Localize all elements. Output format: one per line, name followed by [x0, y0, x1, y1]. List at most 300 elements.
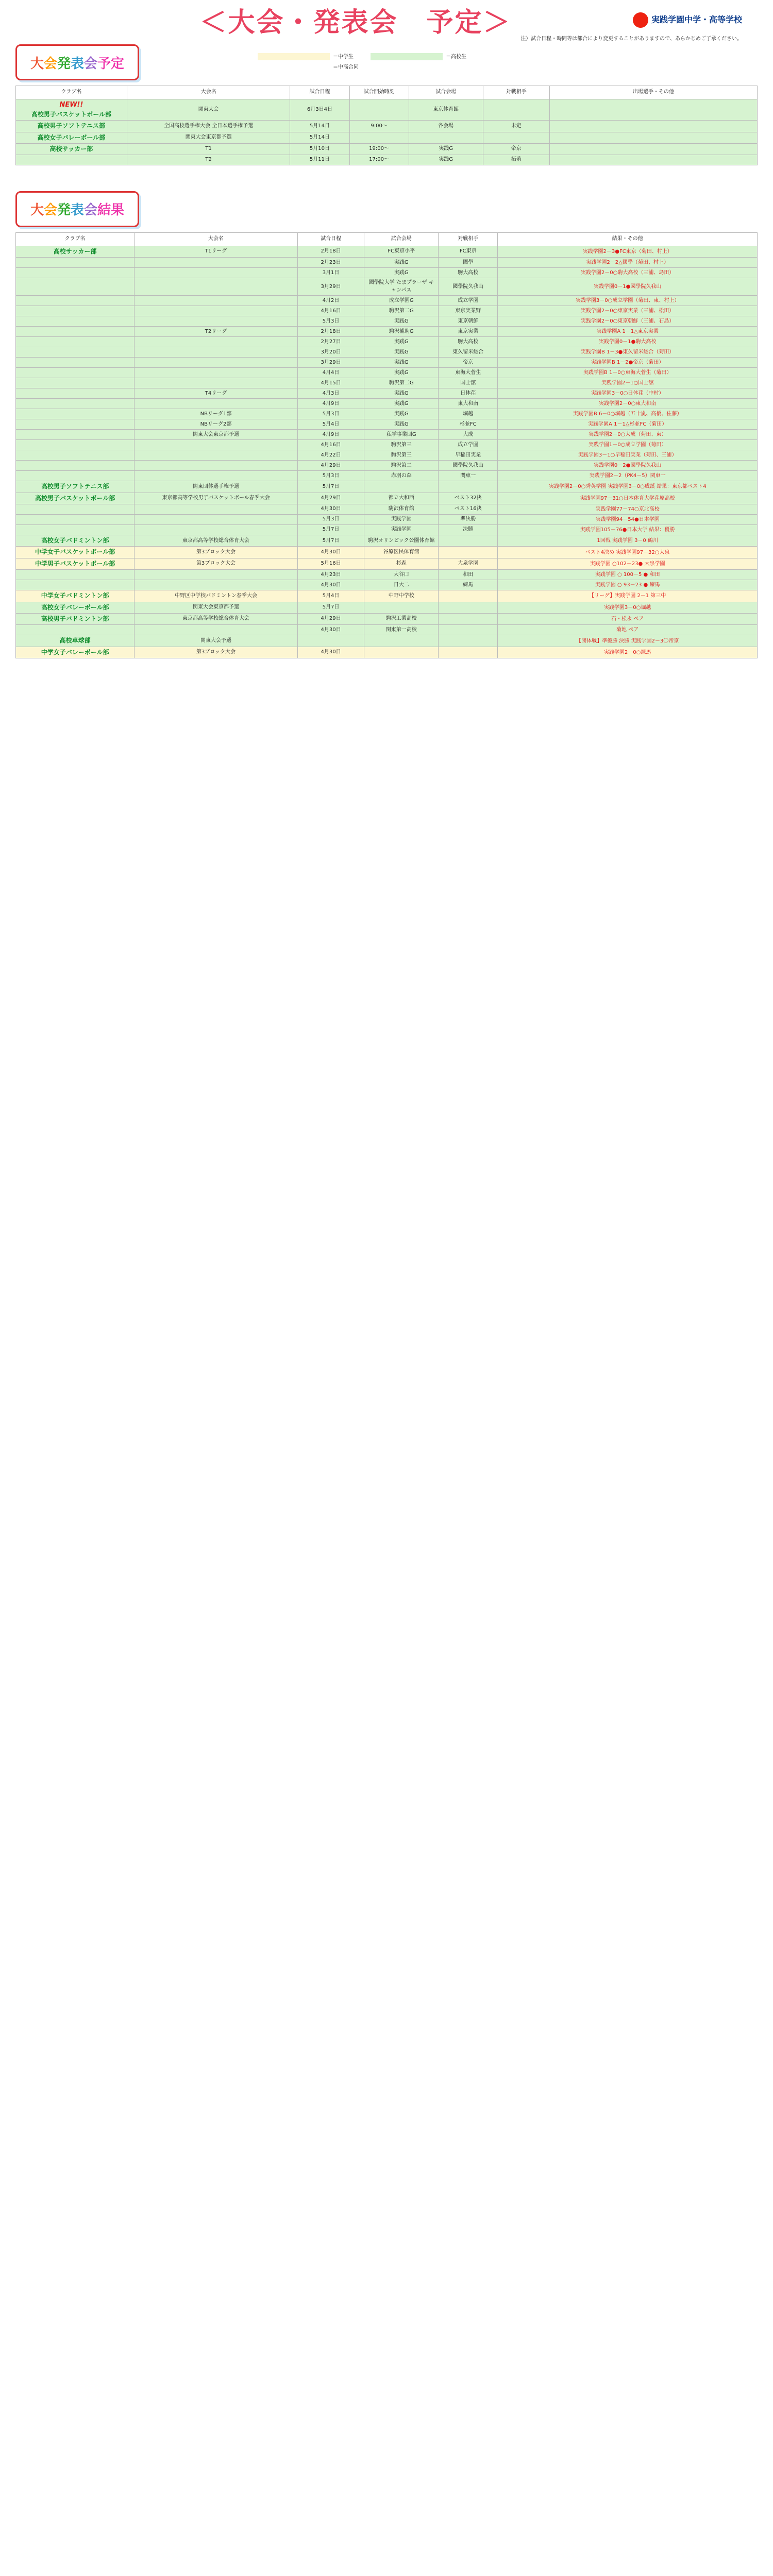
result-row — [16, 399, 758, 409]
schedule-table — [15, 86, 758, 165]
club-name — [16, 515, 135, 525]
club-name — [16, 327, 135, 337]
event-note — [550, 155, 758, 165]
event-venue: 実践G — [364, 409, 439, 419]
result-row — [16, 525, 758, 535]
event-venue: 都立大和西 — [364, 493, 439, 504]
event-name: 中野区中学校バドミントン春季大会 — [135, 590, 298, 602]
event-name — [135, 525, 298, 535]
club-name — [16, 399, 135, 409]
opponent: 國學院久我山 — [439, 461, 498, 471]
result-row — [16, 388, 758, 399]
result-row — [16, 327, 758, 337]
schedule-banner: 大 会 発 表 会 予定 — [15, 44, 139, 80]
club-name: 高校男子バスケットボール部 — [16, 493, 135, 504]
club-name — [16, 409, 135, 419]
club-name — [16, 306, 135, 316]
event-date: 5月3日 — [297, 471, 364, 481]
school-logo-icon — [633, 12, 648, 28]
club-name: 中学女子バレーボール部 — [16, 647, 135, 658]
event-name — [135, 258, 298, 268]
event-venue: 駒沢第二G — [364, 378, 439, 388]
event-name — [135, 515, 298, 525]
event-date: 3月20日 — [297, 347, 364, 358]
event-venue — [364, 635, 439, 647]
schedule-header-row: クラブ名 大会名 試合日程 試合開始時刻 試合会場 対戦相手 出場選手・その他 — [16, 86, 758, 99]
opponent — [483, 99, 550, 121]
opponent: 関東一 — [439, 471, 498, 481]
opponent: 東大和南 — [439, 399, 498, 409]
result-row — [16, 625, 758, 635]
club-name — [16, 347, 135, 358]
club-name: 高校女子バドミントン部 — [16, 535, 135, 547]
opponent: 大泉学園 — [439, 558, 498, 569]
opponent: 駒大高校 — [439, 268, 498, 278]
event-date: 4月9日 — [297, 399, 364, 409]
event-venue: 実践G — [364, 419, 439, 430]
event-name — [135, 570, 298, 580]
club-name: 高校男子ソフトテニス部 — [16, 481, 135, 493]
result-row — [16, 481, 758, 493]
event-name — [135, 399, 298, 409]
result-text: 実践学園3－1○早稲田実業（菊田、三浦） — [498, 450, 758, 461]
event-date: 4月29日 — [297, 493, 364, 504]
result-text: 実践学園2－2（PK4－5）関東一 — [498, 471, 758, 481]
event-venue: 実践G — [364, 368, 439, 378]
result-row — [16, 409, 758, 419]
result-text: 実践学園105－76●日本大学 結果：優勝 — [498, 525, 758, 535]
club-name: 中学女子バスケットボール部 — [16, 547, 135, 558]
opponent: 和田 — [439, 570, 498, 580]
event-date — [297, 635, 364, 647]
event-date: 5月14日 — [290, 121, 349, 132]
event-name: 関東団体選手権予選 — [135, 481, 298, 493]
legend-both: ＝中高合同 — [333, 64, 359, 70]
club-name — [16, 625, 135, 635]
page-title: ＜大会・発表会 予定＞ — [199, 7, 512, 38]
event-date: 6月3日4日 — [290, 99, 349, 121]
schedule-row — [16, 99, 758, 121]
club-name — [16, 461, 135, 471]
event-venue: 実践G — [364, 337, 439, 347]
result-text: 実践学園94－54●日本学園 — [498, 515, 758, 525]
event-venue: 駒沢第三 — [364, 440, 439, 450]
event-date: 4月30日 — [297, 625, 364, 635]
event-date: 4月22日 — [297, 450, 364, 461]
event-venue: 実践G — [364, 358, 439, 368]
event-name — [135, 440, 298, 450]
result-text: 実践学園0－2●國學院久我山 — [498, 461, 758, 471]
club-name — [16, 337, 135, 347]
event-venue: 日大二 — [364, 580, 439, 590]
result-text: 実践学園97－31○日本体育大学荏原高校 — [498, 493, 758, 504]
event-venue: 実践学園 — [364, 525, 439, 535]
schedule-row — [16, 144, 758, 155]
result-text: 実践学園3－0○成立学園（菊田、東、村上） — [498, 296, 758, 306]
event-note — [550, 99, 758, 121]
event-date: 3月29日 — [297, 358, 364, 368]
event-name: 関東大会 — [127, 99, 290, 121]
event-venue: 谷原区民体育館 — [364, 547, 439, 558]
event-venue: 成立学園G — [364, 296, 439, 306]
event-name: 関東大会東京都予選 — [135, 602, 298, 613]
event-date: 4月30日 — [297, 647, 364, 658]
event-name — [135, 268, 298, 278]
school-name: 実践学園中学・高等学校 — [633, 12, 742, 28]
opponent: 日体荏 — [439, 388, 498, 399]
opponent: 東久留米総合 — [439, 347, 498, 358]
club-name — [16, 419, 135, 430]
event-venue: 実践G — [364, 388, 439, 399]
club-name — [16, 378, 135, 388]
result-row — [16, 461, 758, 471]
event-date: 5月3日 — [297, 409, 364, 419]
event-name — [135, 504, 298, 515]
event-note — [550, 121, 758, 132]
result-row — [16, 635, 758, 647]
event-name: 関東大会東京都予選 — [135, 430, 298, 440]
event-name: 第3ブロック大会 — [135, 558, 298, 569]
event-venue: 駒沢工業高校 — [364, 614, 439, 625]
event-date: 4月4日 — [297, 368, 364, 378]
event-date: 5月7日 — [297, 481, 364, 493]
club-name: 中学男子バスケットボール部 — [16, 558, 135, 569]
club-name: 高校女子バレーボール部 — [16, 602, 135, 613]
event-date: 5月7日 — [297, 525, 364, 535]
event-venue: 実践学園 — [364, 515, 439, 525]
event-name — [135, 296, 298, 306]
event-name — [135, 580, 298, 590]
opponent: FC東京 — [439, 246, 498, 257]
club-name: 高校サッカー部 — [16, 246, 135, 257]
opponent: 準決勝 — [439, 515, 498, 525]
event-date: 4月3日 — [297, 388, 364, 399]
opponent: 東京朝鮮 — [439, 316, 498, 327]
opponent: 駒大高校 — [439, 337, 498, 347]
event-date: 5月11日 — [290, 155, 349, 165]
opponent: 大成 — [439, 430, 498, 440]
result-row — [16, 430, 758, 440]
event-date: 4月30日 — [297, 504, 364, 515]
club-name — [16, 316, 135, 327]
event-venue: 駒沢オリンピック公園体育館 — [364, 535, 439, 547]
club-name — [16, 388, 135, 399]
event-time — [349, 132, 409, 143]
event-venue: 実践G — [364, 268, 439, 278]
opponent: ベスト16決 — [439, 504, 498, 515]
event-venue: 國學院大学 たまプラーザ キャンパス — [364, 278, 439, 296]
result-text: 実践学園B 1－2●帝京（菊田） — [498, 358, 758, 368]
event-date: 5月16日 — [297, 558, 364, 569]
opponent: 杉並FC — [439, 419, 498, 430]
opponent: 帝京 — [439, 358, 498, 368]
schedule-header — [15, 39, 758, 86]
event-date: 3月29日 — [297, 278, 364, 296]
club-name — [16, 580, 135, 590]
event-venue: 杉森 — [364, 558, 439, 569]
event-name — [135, 378, 298, 388]
opponent: 成立学園 — [439, 296, 498, 306]
event-date: 4月15日 — [297, 378, 364, 388]
event-name: 第3ブロック大会 — [135, 547, 298, 558]
result-row — [16, 450, 758, 461]
result-row — [16, 471, 758, 481]
result-row — [16, 515, 758, 525]
schedule-row — [16, 132, 758, 143]
club-name — [16, 525, 135, 535]
result-text: 実践学園B 1－0○東海大菅生（菊田） — [498, 368, 758, 378]
club-name — [16, 570, 135, 580]
disclaimer-note: 注）試合日程・時間等は都合により変更することがありますので、あらかじめご了承ください。 — [520, 36, 742, 42]
result-text: 石・松永 ペア — [498, 614, 758, 625]
event-time: 19:00～ — [349, 144, 409, 155]
event-date: 4月23日 — [297, 570, 364, 580]
club-name — [16, 296, 135, 306]
event-date: 4月9日 — [297, 430, 364, 440]
event-name: NBリーグ1部 — [135, 409, 298, 419]
event-venue: FC東京小平 — [364, 246, 439, 257]
result-text: 実践学園3－0○日体荏（中村） — [498, 388, 758, 399]
result-text: 実践学園2－3●FC東京（菊田、村上） — [498, 246, 758, 257]
result-row — [16, 347, 758, 358]
event-venue — [409, 132, 483, 143]
result-text: 実践学園1－0○成立学園（菊田） — [498, 440, 758, 450]
event-venue: 実践G — [364, 347, 439, 358]
club-name: NEW!! 高校男子バスケットボール部 — [16, 99, 127, 121]
event-name — [135, 461, 298, 471]
legend-jh: ＝中学生 — [333, 54, 354, 60]
result-row — [16, 337, 758, 347]
result-text: ベスト4決め 実践学園97－32○大泉 — [498, 547, 758, 558]
opponent — [483, 132, 550, 143]
event-venue: 東京体育館 — [409, 99, 483, 121]
event-venue: 各会場 — [409, 121, 483, 132]
result-row — [16, 647, 758, 658]
result-text: 実践学園B 6－0○堀越（五十嵐、高橋、佐藤） — [498, 409, 758, 419]
event-date: 4月29日 — [297, 461, 364, 471]
event-name: 東京都高等学校総合体育大会 — [135, 614, 298, 625]
event-name — [135, 368, 298, 378]
event-date: 2月18日 — [297, 246, 364, 257]
opponent: 早稲田実業 — [439, 450, 498, 461]
legend-hs: ＝高校生 — [446, 54, 467, 60]
club-name — [16, 358, 135, 368]
result-text: 実践学園 ○ 93－23 ● 練馬 — [498, 580, 758, 590]
event-date: 4月16日 — [297, 440, 364, 450]
event-date: 4月30日 — [297, 580, 364, 590]
result-row — [16, 590, 758, 602]
result-row — [16, 258, 758, 268]
result-row — [16, 504, 758, 515]
event-note — [550, 132, 758, 143]
event-date: 2月18日 — [297, 327, 364, 337]
result-row — [16, 493, 758, 504]
club-name — [16, 258, 135, 268]
result-text: 実践学園2－0○東京朝鮮（三浦、石島） — [498, 316, 758, 327]
event-name — [135, 625, 298, 635]
event-name: 第3ブロック大会 — [135, 647, 298, 658]
event-venue: 大谷口 — [364, 570, 439, 580]
event-venue — [364, 647, 439, 658]
result-row — [16, 580, 758, 590]
result-row — [16, 547, 758, 558]
opponent — [439, 625, 498, 635]
result-text: 実践学園2－0○大成（菊田、東） — [498, 430, 758, 440]
event-name: T4リーグ — [135, 388, 298, 399]
result-row — [16, 296, 758, 306]
result-row — [16, 368, 758, 378]
club-name — [16, 440, 135, 450]
event-date: 5月14日 — [290, 132, 349, 143]
club-name: 中学女子バドミントン部 — [16, 590, 135, 602]
event-name — [135, 347, 298, 358]
event-name: T1 — [127, 144, 290, 155]
result-row — [16, 268, 758, 278]
opponent — [439, 602, 498, 613]
schedule-row — [16, 155, 758, 165]
event-date: 4月2日 — [297, 296, 364, 306]
event-time — [349, 99, 409, 121]
event-name — [135, 306, 298, 316]
opponent: 練馬 — [439, 580, 498, 590]
result-row — [16, 278, 758, 296]
opponent: 成立学園 — [439, 440, 498, 450]
event-venue: 関東第一高校 — [364, 625, 439, 635]
club-name — [16, 155, 127, 165]
result-text: 実践学園2－0○練馬 — [498, 647, 758, 658]
event-name: T1リーグ — [135, 246, 298, 257]
result-text: 実践学園3－0○堀越 — [498, 602, 758, 613]
result-row — [16, 378, 758, 388]
result-text: 【団体戦】準優勝 決勝 実践学園2－3〇帝京 — [498, 635, 758, 647]
event-venue: 駒沢体育館 — [364, 504, 439, 515]
event-venue: 実践G — [364, 316, 439, 327]
result-text: 実践学園77－74○京北高校 — [498, 504, 758, 515]
opponent: 國學院久我山 — [439, 278, 498, 296]
event-venue: 駒沢補助G — [364, 327, 439, 337]
result-row — [16, 306, 758, 316]
opponent: 東京実業野 — [439, 306, 498, 316]
opponent: 東海大菅生 — [439, 368, 498, 378]
event-date: 5月4日 — [297, 590, 364, 602]
opponent — [439, 647, 498, 658]
result-row — [16, 558, 758, 569]
event-date: 5月7日 — [297, 535, 364, 547]
event-date: 5月4日 — [297, 419, 364, 430]
opponent — [439, 635, 498, 647]
event-name — [135, 358, 298, 368]
new-badge: NEW!! — [59, 101, 83, 109]
event-name — [135, 471, 298, 481]
result-text: 実践学園2－0○秀英学園 実践学園3－0○成蹊 結果：東京都ベスト4 — [498, 481, 758, 493]
club-name — [16, 268, 135, 278]
opponent: 堀越 — [439, 409, 498, 419]
opponent — [439, 547, 498, 558]
event-time: 17:00～ — [349, 155, 409, 165]
event-name: 東京都高等学校男子バスケットボール春季大会 — [135, 493, 298, 504]
result-text: 実践学園B 1－3●東久留米総合（菊田） — [498, 347, 758, 358]
opponent: 東京実業 — [439, 327, 498, 337]
opponent: 国士舘 — [439, 378, 498, 388]
club-name: 高校サッカー部 — [16, 144, 127, 155]
event-venue: 私学事業団G — [364, 430, 439, 440]
opponent: 拓殖 — [483, 155, 550, 165]
event-date: 5月10日 — [290, 144, 349, 155]
event-date: 4月29日 — [297, 614, 364, 625]
event-venue: 中野中学校 — [364, 590, 439, 602]
result-text: 実践学園0－1●駒大高校 — [498, 337, 758, 347]
result-row — [16, 570, 758, 580]
event-venue: 駒沢第二G — [364, 306, 439, 316]
result-text: 実践学園 ○102－23● 大泉学園 — [498, 558, 758, 569]
event-name — [135, 278, 298, 296]
result-text: 菊地 ペア — [498, 625, 758, 635]
result-text: 実践学園 ○ 100－5 ● 和田 — [498, 570, 758, 580]
result-text: 実践学園0－1●國學院久我山 — [498, 278, 758, 296]
opponent — [439, 481, 498, 493]
opponent — [439, 614, 498, 625]
club-name: 高校男子バドミントン部 — [16, 614, 135, 625]
event-name: 関東大会東京都予選 — [127, 132, 290, 143]
result-text: 実践学園2－0○東京実業（三浦、松田） — [498, 306, 758, 316]
event-date: 2月23日 — [297, 258, 364, 268]
event-name: NBリーグ2部 — [135, 419, 298, 430]
event-name — [135, 450, 298, 461]
club-name: 高校卓球部 — [16, 635, 135, 647]
event-venue: 実践G — [364, 258, 439, 268]
opponent: 決勝 — [439, 525, 498, 535]
page — [15, 0, 758, 658]
event-time: 9:00～ — [349, 121, 409, 132]
event-venue: 実践G — [364, 399, 439, 409]
event-date: 4月16日 — [297, 306, 364, 316]
results-banner: 大 会 発 表 会 結果 — [15, 191, 139, 227]
club-name — [16, 504, 135, 515]
result-row — [16, 419, 758, 430]
event-venue: 実践G — [409, 144, 483, 155]
result-text: 実践学園2－0○東大和南 — [498, 399, 758, 409]
result-text: 実践学園2－2△國學（菊田、村上） — [498, 258, 758, 268]
result-text: 実践学園A 1－1△東京実業 — [498, 327, 758, 337]
opponent: 帝京 — [483, 144, 550, 155]
event-name: 関東大会予選 — [135, 635, 298, 647]
event-date: 3月1日 — [297, 268, 364, 278]
event-date: 2月27日 — [297, 337, 364, 347]
result-row — [16, 602, 758, 613]
event-date: 5月7日 — [297, 602, 364, 613]
event-name — [135, 337, 298, 347]
schedule-row — [16, 121, 758, 132]
event-venue: 実践G — [409, 155, 483, 165]
opponent: 國學 — [439, 258, 498, 268]
result-row — [16, 614, 758, 625]
result-row — [16, 535, 758, 547]
event-name — [135, 316, 298, 327]
event-venue: 駒沢第二 — [364, 461, 439, 471]
event-name: T2 — [127, 155, 290, 165]
opponent — [439, 590, 498, 602]
club-name: 高校女子バレーボール部 — [16, 132, 127, 143]
event-venue: 赤羽の森 — [364, 471, 439, 481]
result-row — [16, 358, 758, 368]
event-venue — [364, 481, 439, 493]
club-name: 高校男子ソフトテニス部 — [16, 121, 127, 132]
club-name — [16, 278, 135, 296]
result-text: 実践学園A 1－1△杉並FC（菊田） — [498, 419, 758, 430]
result-text: 実践学園2－0○駒大高校（三浦、島田） — [498, 268, 758, 278]
event-date: 5月3日 — [297, 515, 364, 525]
event-venue: 駒沢第三 — [364, 450, 439, 461]
